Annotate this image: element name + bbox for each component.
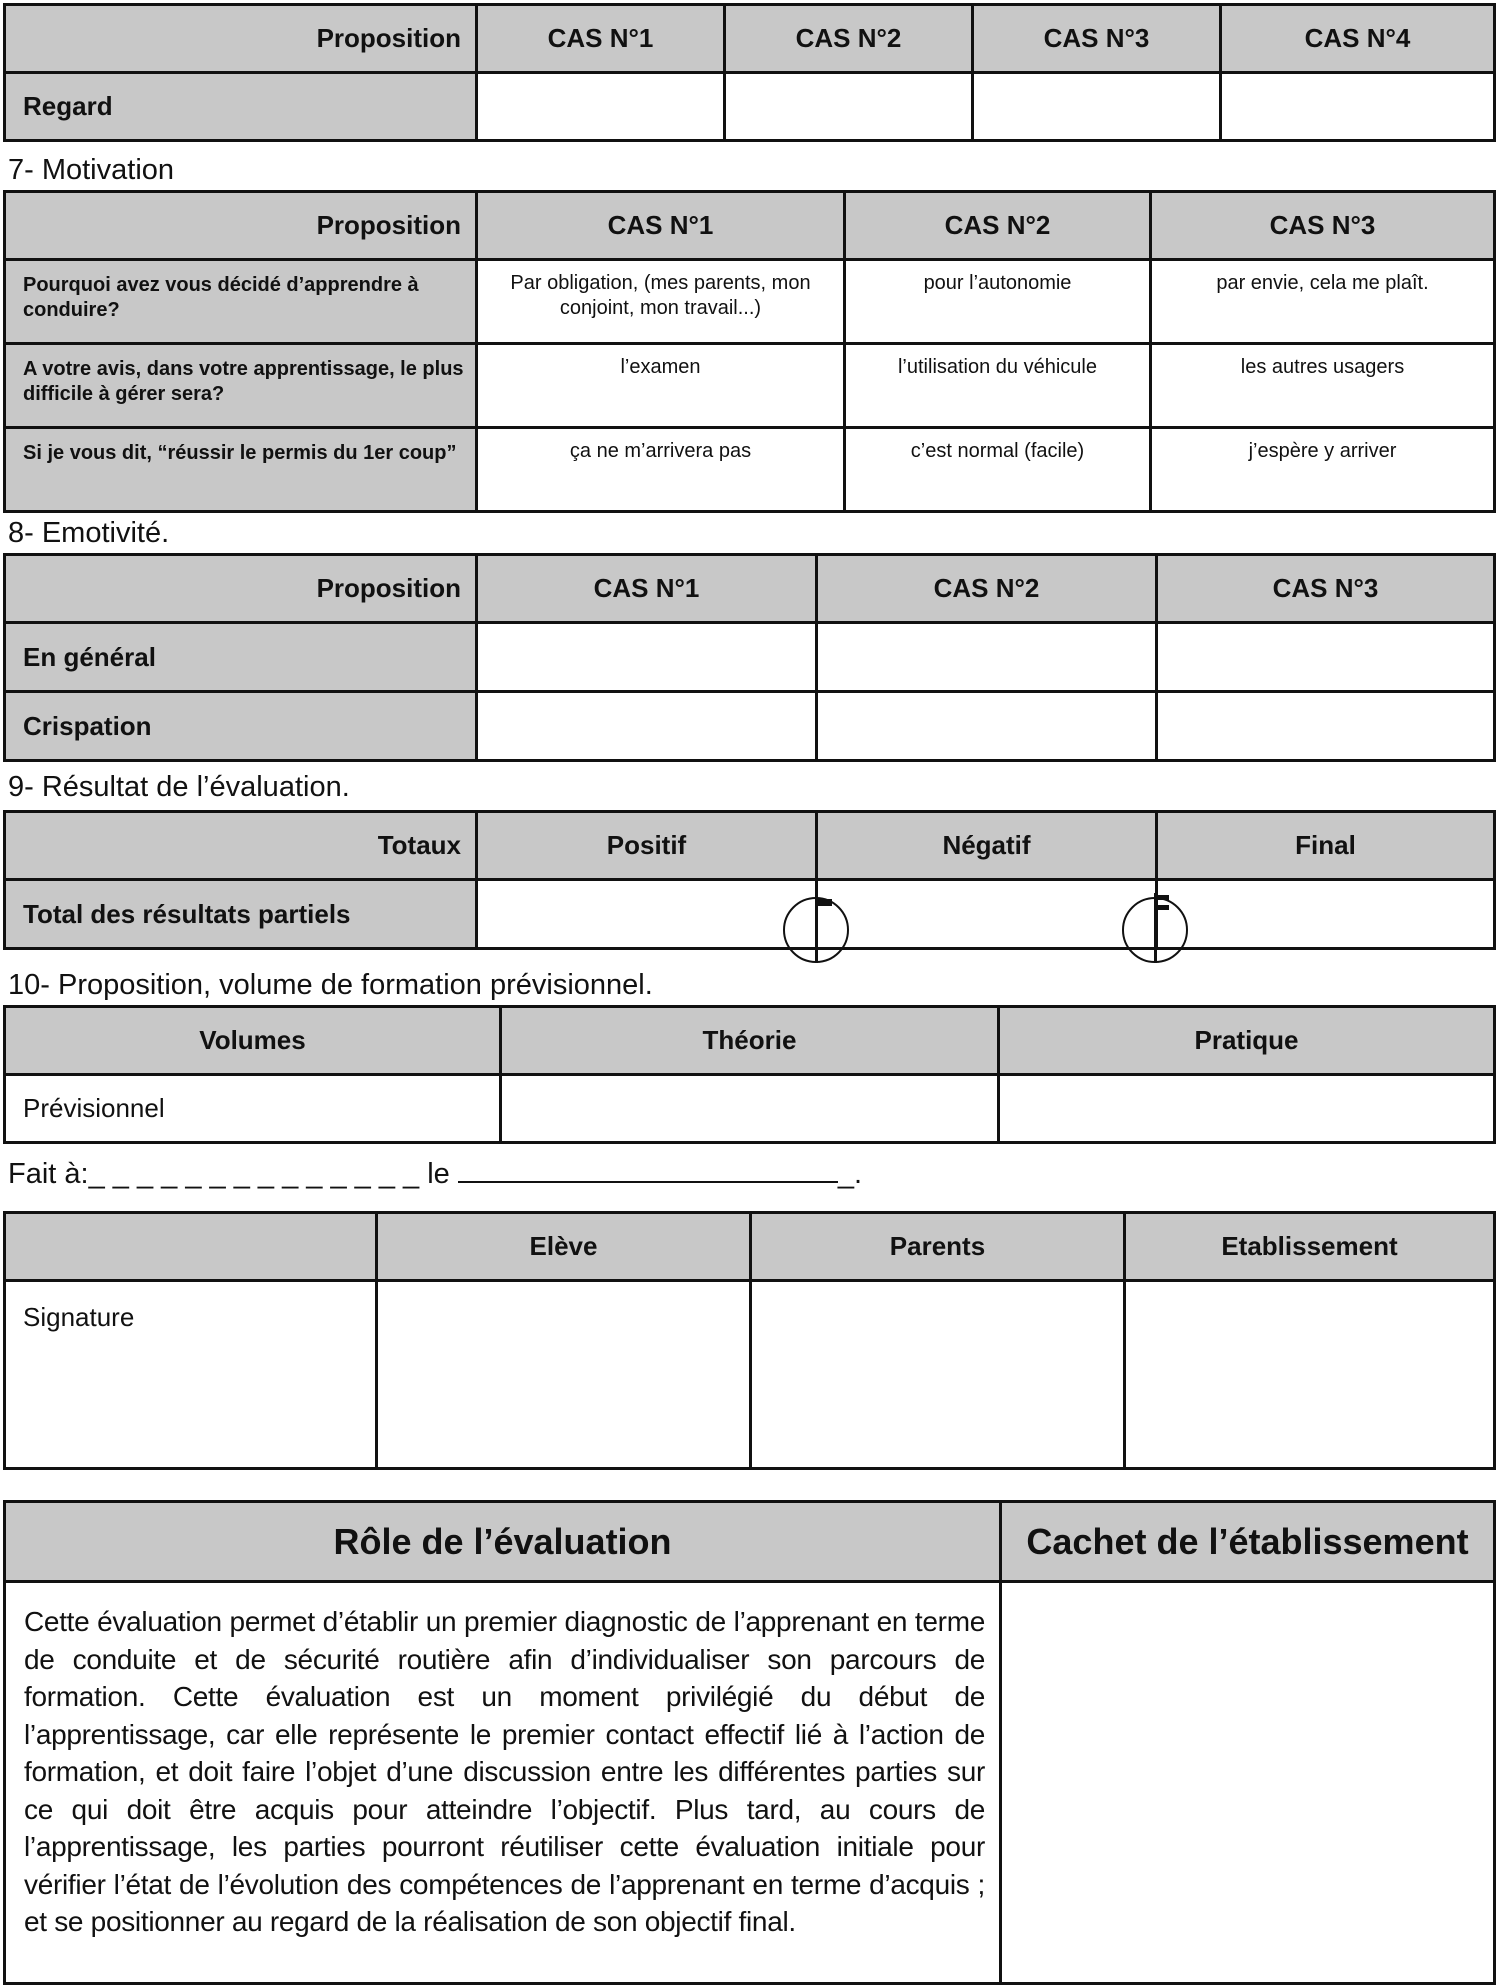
emotivite-table bbox=[3, 553, 1496, 762]
row-label-en-general: En général bbox=[5, 623, 477, 692]
row-label-regard: Regard bbox=[5, 73, 477, 141]
fait-line bbox=[8, 1158, 862, 1191]
cachet-cell[interactable] bbox=[1001, 1582, 1495, 1984]
header-pratique: Pratique bbox=[999, 1007, 1495, 1075]
answer-cell[interactable] bbox=[1221, 73, 1495, 141]
question-label: Si je vous dit, “réussir le permis du 1er coup” bbox=[5, 428, 477, 512]
role-table bbox=[3, 1500, 1496, 1985]
header-cas-2: CAS N°2 bbox=[725, 5, 973, 73]
signature-table bbox=[3, 1211, 1496, 1470]
answer-cell[interactable] bbox=[1157, 623, 1495, 692]
header-cas-3: CAS N°3 bbox=[973, 5, 1221, 73]
role-title: Rôle de l’évaluation bbox=[5, 1502, 1001, 1582]
header-cas-3: CAS N°3 bbox=[1151, 192, 1495, 260]
question-label: Pourquoi avez vous décidé d’apprendre à conduire? bbox=[5, 260, 477, 344]
header-proposition: Proposition bbox=[5, 192, 477, 260]
header-cas-2: CAS N°2 bbox=[817, 555, 1157, 623]
positif-cell[interactable] bbox=[477, 880, 817, 949]
row-label-total: Total des résultats partiels bbox=[5, 880, 477, 949]
option-cell[interactable]: les autres usagers bbox=[1151, 344, 1495, 428]
equals-circle-icon bbox=[1122, 897, 1188, 963]
answer-cell[interactable] bbox=[973, 73, 1221, 141]
section-9-title: 9- Résultat de l’évaluation. bbox=[8, 771, 350, 803]
option-cell[interactable]: c’est normal (facile) bbox=[845, 428, 1151, 512]
resultat-table bbox=[3, 810, 1496, 950]
header-proposition: Proposition bbox=[5, 555, 477, 623]
date-blank[interactable] bbox=[458, 1161, 838, 1183]
header-cas-1: CAS N°1 bbox=[477, 5, 725, 73]
row-label-signature: Signature bbox=[5, 1281, 377, 1469]
signature-eleve-cell[interactable] bbox=[377, 1281, 751, 1469]
header-cas-1: CAS N°1 bbox=[477, 192, 845, 260]
negatif-cell[interactable] bbox=[817, 880, 1157, 949]
date-end: _. bbox=[837, 1158, 863, 1190]
minus-circle-icon bbox=[783, 897, 849, 963]
header-volumes: Volumes bbox=[5, 1007, 501, 1075]
row-label-crispation: Crispation bbox=[5, 692, 477, 761]
cachet-title: Cachet de l’établissement bbox=[1001, 1502, 1495, 1582]
option-cell[interactable]: j’espère y arriver bbox=[1151, 428, 1495, 512]
answer-cell[interactable] bbox=[817, 692, 1157, 761]
place-blank[interactable]: _ _ _ _ _ _ _ _ _ _ _ _ _ _ bbox=[88, 1158, 420, 1190]
header-parents: Parents bbox=[751, 1213, 1125, 1281]
pratique-cell[interactable] bbox=[999, 1075, 1495, 1143]
option-cell[interactable]: pour l’autonomie bbox=[845, 260, 1151, 344]
option-cell[interactable]: l’utilisation du véhicule bbox=[845, 344, 1151, 428]
section-7-title: 7- Motivation bbox=[8, 154, 175, 186]
section-10-title: 10- Proposition, volume de formation prévisionnel. bbox=[8, 969, 653, 1001]
header-positif: Positif bbox=[477, 812, 817, 880]
header-eleve: Elève bbox=[377, 1213, 751, 1281]
final-cell[interactable] bbox=[1157, 880, 1495, 949]
header-final: Final bbox=[1157, 812, 1495, 880]
header-etablissement: Etablissement bbox=[1125, 1213, 1495, 1281]
answer-cell[interactable] bbox=[817, 623, 1157, 692]
header-cas-4: CAS N°4 bbox=[1221, 5, 1495, 73]
header-proposition: Proposition bbox=[5, 5, 477, 73]
header-cas-3: CAS N°3 bbox=[1157, 555, 1495, 623]
signature-etablissement-cell[interactable] bbox=[1125, 1281, 1495, 1469]
signature-parents-cell[interactable] bbox=[751, 1281, 1125, 1469]
answer-cell[interactable] bbox=[477, 692, 817, 761]
answer-cell[interactable] bbox=[477, 73, 725, 141]
header-cas-2: CAS N°2 bbox=[845, 192, 1151, 260]
header-cas-1: CAS N°1 bbox=[477, 555, 817, 623]
question-label: A votre avis, dans votre apprentissage, le plus difficile à gérer sera? bbox=[5, 344, 477, 428]
header-theorie: Théorie bbox=[501, 1007, 999, 1075]
answer-cell[interactable] bbox=[477, 623, 817, 692]
le-label: le bbox=[427, 1158, 450, 1190]
option-cell[interactable]: ça ne m’arrivera pas bbox=[477, 428, 845, 512]
header-empty bbox=[5, 1213, 377, 1281]
header-negatif: Négatif bbox=[817, 812, 1157, 880]
option-cell[interactable]: Par obligation, (mes parents, mon conjoint, mon travail...) bbox=[477, 260, 845, 344]
role-text: Cette évaluation permet d’établir un premier diagnostic de l’apprenant en terme de conduite et de sécurité routière afin d’individualiser son parcours de formation. Cette évaluation est un moment privilégié du début de l’apprentissage, car elle représente le premier contact effectif lié à l’action de formation, et doit faire l’objet d’une discussion entre les différentes parties sur ce qui doit être acquis pour atteindre l’objectif. Plus tard, au cours de l’apprentissage, les parties pourront réutiliser cette évaluation initiale pour vérifier l’état de l’évolution des compétences de l’apprenant en terme d’acquis ; et se positionner au regard de la réalisation de son objectif final. bbox=[5, 1582, 1001, 1984]
option-cell[interactable]: par envie, cela me plaît. bbox=[1151, 260, 1495, 344]
fait-label: Fait à: bbox=[8, 1158, 89, 1190]
answer-cell[interactable] bbox=[725, 73, 973, 141]
option-cell[interactable]: l’examen bbox=[477, 344, 845, 428]
theorie-cell[interactable] bbox=[501, 1075, 999, 1143]
header-totaux: Totaux bbox=[5, 812, 477, 880]
section-8-title: 8- Emotivité. bbox=[8, 517, 170, 549]
volume-table bbox=[3, 1005, 1496, 1144]
regard-table bbox=[3, 3, 1496, 142]
motivation-table bbox=[3, 190, 1496, 513]
answer-cell[interactable] bbox=[1157, 692, 1495, 761]
row-label-previsionnel: Prévisionnel bbox=[5, 1075, 501, 1143]
